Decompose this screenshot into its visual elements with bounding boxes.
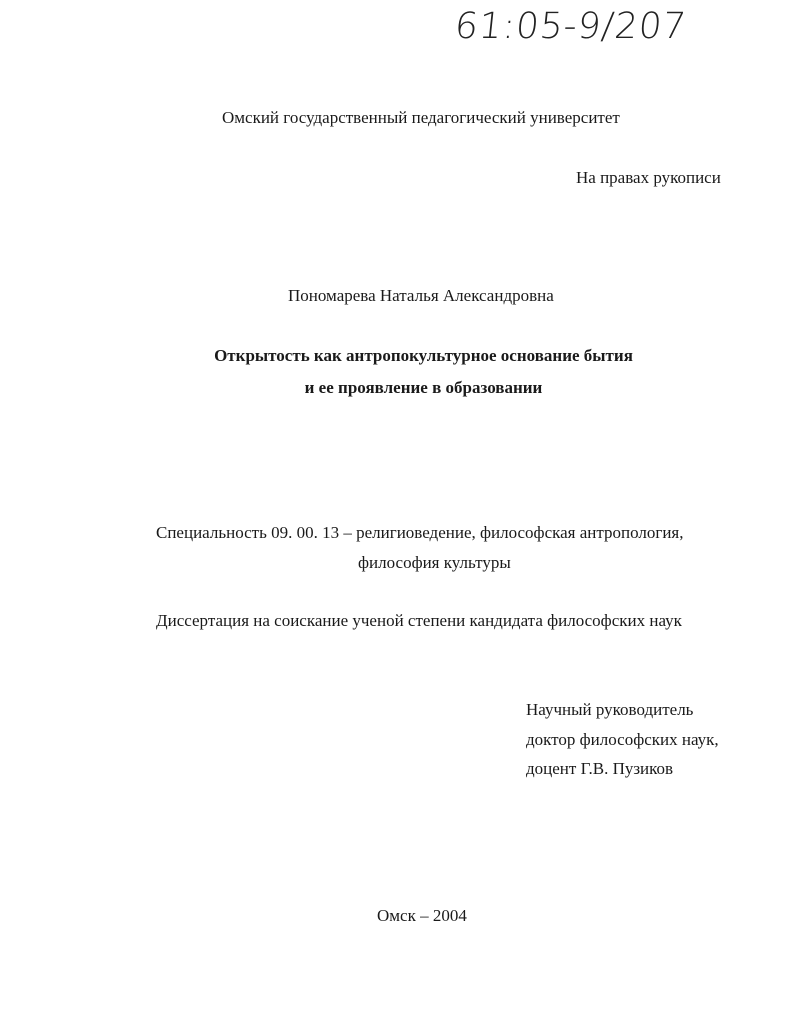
archive-code-handwritten: 61:05-9/207	[452, 6, 689, 47]
place-year: Омск – 2004	[377, 906, 467, 925]
supervisor-degree: доктор философских наук,	[526, 730, 719, 749]
dissertation-degree: Диссертация на соискание ученой степени кандидата философских наук	[156, 611, 682, 630]
author-name: Пономарева Наталья Александровна	[288, 286, 554, 305]
university-name: Омский государственный педагогический университет	[222, 108, 620, 127]
supervisor-title: Научный руководитель	[526, 700, 694, 719]
specialty-line2: философия культуры	[358, 553, 511, 572]
supervisor-name: доцент Г.В. Пузиков	[526, 759, 674, 778]
manuscript-rights: На правах рукописи	[576, 168, 721, 187]
dissertation-title-line2: и ее проявление в образовании	[304, 378, 543, 397]
specialty-line1: Специальность 09. 00. 13 – религиоведение, философская антропология,	[156, 523, 684, 542]
dissertation-title-line1: Открытость как антропокультурное основание бытия	[214, 346, 633, 365]
